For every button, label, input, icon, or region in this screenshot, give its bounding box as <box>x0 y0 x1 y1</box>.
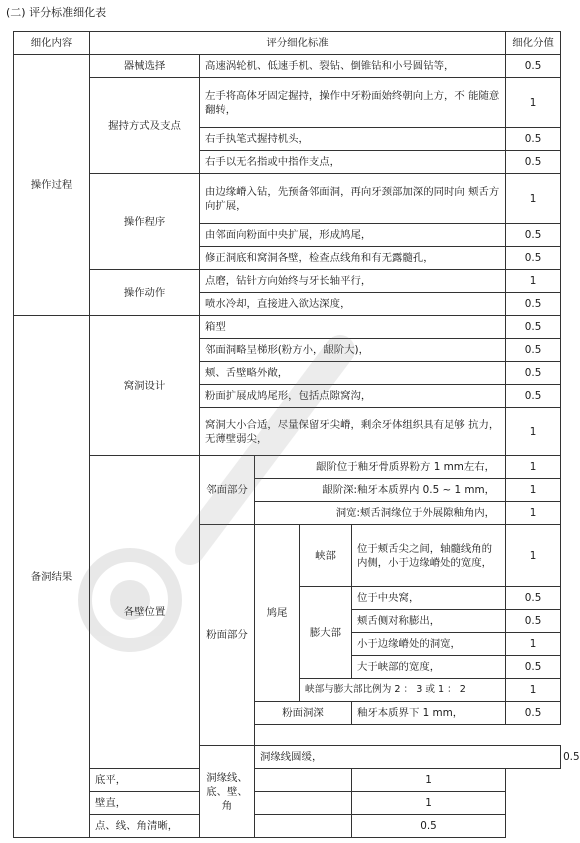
score-cell: 0.5 <box>506 587 561 610</box>
criteria-text: 粉面扩展成鸠尾形，包括点隙窝沟， <box>200 385 506 408</box>
section-heading: (二) 评分标准细化表 <box>6 6 107 19</box>
criteria-text: 大于峡部的宽度， <box>352 656 506 679</box>
subitem-action: 操作动作 <box>90 270 200 316</box>
table-row <box>14 55 561 78</box>
criteria-text: 右手以无名指或中指作支点， <box>200 151 506 174</box>
table-row <box>14 792 561 815</box>
score-cell: 0.5 <box>506 247 561 270</box>
isthmus: 峡部 <box>300 525 352 587</box>
category-operation: 操作过程 <box>14 55 90 316</box>
score-cell: 0.5 <box>506 656 561 679</box>
proximal-part: 邻面部分 <box>200 456 255 525</box>
criteria-text: 由邻面向粉面中央扩展，形成鸠尾， <box>200 224 506 247</box>
table-header-row <box>14 32 561 55</box>
table-row <box>14 456 561 479</box>
score-cell: 0.5 <box>352 815 506 838</box>
criteria-text: 洞缘线圆缓， <box>255 746 561 769</box>
criteria-text: 由边缘嵴入钻，先预备邻面洞，再向牙颈部加深的同时向 颊舌方向扩展， <box>200 174 506 224</box>
score-cell: 0.5 <box>506 151 561 174</box>
score-cell: 0.5 <box>506 224 561 247</box>
score-cell: 0.5 <box>506 55 561 78</box>
subitem-grip: 握持方式及支点 <box>90 78 200 174</box>
criteria-text: 洞宽:颊舌洞缘位于外展隙釉角内， <box>255 502 506 525</box>
criteria-text: 左手将高体牙固定握持，操作中牙粉面始终朝向上方，不 能随意翻转， <box>200 78 506 128</box>
criteria-text: 右手执笔式握持机头， <box>200 128 506 151</box>
subitem-equipment: 器械选择 <box>90 55 200 78</box>
table-row <box>14 270 561 293</box>
score-cell: 1 <box>506 633 561 656</box>
score-cell: 0.5 <box>506 702 561 725</box>
table-row <box>14 316 561 339</box>
dovetail: 鸠尾 <box>255 525 300 702</box>
score-cell: 1 <box>506 679 561 702</box>
score-cell: 1 <box>506 502 561 525</box>
score-cell: 1 <box>506 174 561 224</box>
criteria-text: 点、线、角清晰， <box>90 815 352 838</box>
table-row <box>14 78 561 128</box>
criteria-text: 位于颊舌尖之间，轴髓线角的 内侧，小于边缘嵴处的宽度， <box>352 525 506 587</box>
score-cell: 0.5 <box>506 128 561 151</box>
occlusal-part: 粉面部分 <box>200 525 255 746</box>
subitem-walls: 各壁位置 <box>90 456 200 769</box>
scoring-table <box>13 31 580 838</box>
header-item: 细化内容 <box>14 32 90 55</box>
criteria-text: 邻面洞略呈梯形(粉方小，龈阶大)， <box>200 339 506 362</box>
table-row <box>14 174 561 224</box>
score-cell: 0.5 <box>506 385 561 408</box>
criteria-text: 喷水冷却，直接进入欲达深度， <box>200 293 506 316</box>
header-score: 细化分值 <box>506 32 561 55</box>
score-cell: 0.5 <box>506 316 561 339</box>
header-criteria: 评分细化标准 <box>90 32 506 55</box>
score-cell: 0.5 <box>506 293 561 316</box>
category-preparation: 备洞结果 <box>14 316 90 838</box>
score-cell: 1 <box>506 525 561 587</box>
score-cell: 1 <box>506 456 561 479</box>
expansion: 膨大部 <box>300 587 352 679</box>
criteria-text: 小于边缘嵴处的洞宽， <box>352 633 506 656</box>
criteria-text: 箱型 <box>200 316 506 339</box>
criteria-text: 壁直， <box>90 792 352 815</box>
criteria-text: 修正洞底和窝洞各壁，检查点线角和有无露髓孔， <box>200 247 506 270</box>
score-cell: 1 <box>352 769 506 792</box>
criteria-text: 底平， <box>90 769 352 792</box>
score-cell: 1 <box>352 792 506 815</box>
subitem-margins: 洞缘线、底、壁、角 <box>200 746 255 838</box>
score-cell: 0.5 <box>506 362 561 385</box>
occlusal-depth: 粉面洞深 <box>255 702 352 725</box>
criteria-text: 窝洞大小合适，尽量保留牙尖嵴，剩余牙体组织具有足够 抗力，无薄壁弱尖， <box>200 408 506 456</box>
table-row <box>14 815 561 838</box>
score-cell: 1 <box>506 479 561 502</box>
criteria-text: 釉牙本质界下 1 mm， <box>352 702 506 725</box>
subitem-procedure: 操作程序 <box>90 174 200 270</box>
score-cell: 1 <box>506 78 561 128</box>
criteria-text: 高速涡轮机、低速手机、裂钻、倒锥钻和小号圆钻等， <box>200 55 506 78</box>
criteria-text: 位于中央窝， <box>352 587 506 610</box>
subitem-design: 窝洞设计 <box>90 316 200 456</box>
score-cell: 0.5 <box>506 610 561 633</box>
score-cell: 1 <box>506 270 561 293</box>
criteria-text: 颊舌侧对称膨出， <box>352 610 506 633</box>
table-row <box>14 769 561 792</box>
criteria-text: 峡部与膨大部比例为 2 ： 3 或 1 ： 2 <box>300 679 506 702</box>
table-row: 洞缘线、底、壁、角 洞缘线圆缓， 0.5 <box>14 746 561 769</box>
criteria-text: 颊、舌壁略外敞， <box>200 362 506 385</box>
criteria-text: 龈阶位于釉牙骨质界粉方 1 mm左右， <box>255 456 506 479</box>
criteria-text: 龈阶深:釉牙本质界内 0.5 ~ 1 mm， <box>255 479 506 502</box>
score-cell: 1 <box>506 408 561 456</box>
score-cell: 0.5 <box>506 339 561 362</box>
criteria-text: 点磨，钻针方向始终与牙长轴平行， <box>200 270 506 293</box>
